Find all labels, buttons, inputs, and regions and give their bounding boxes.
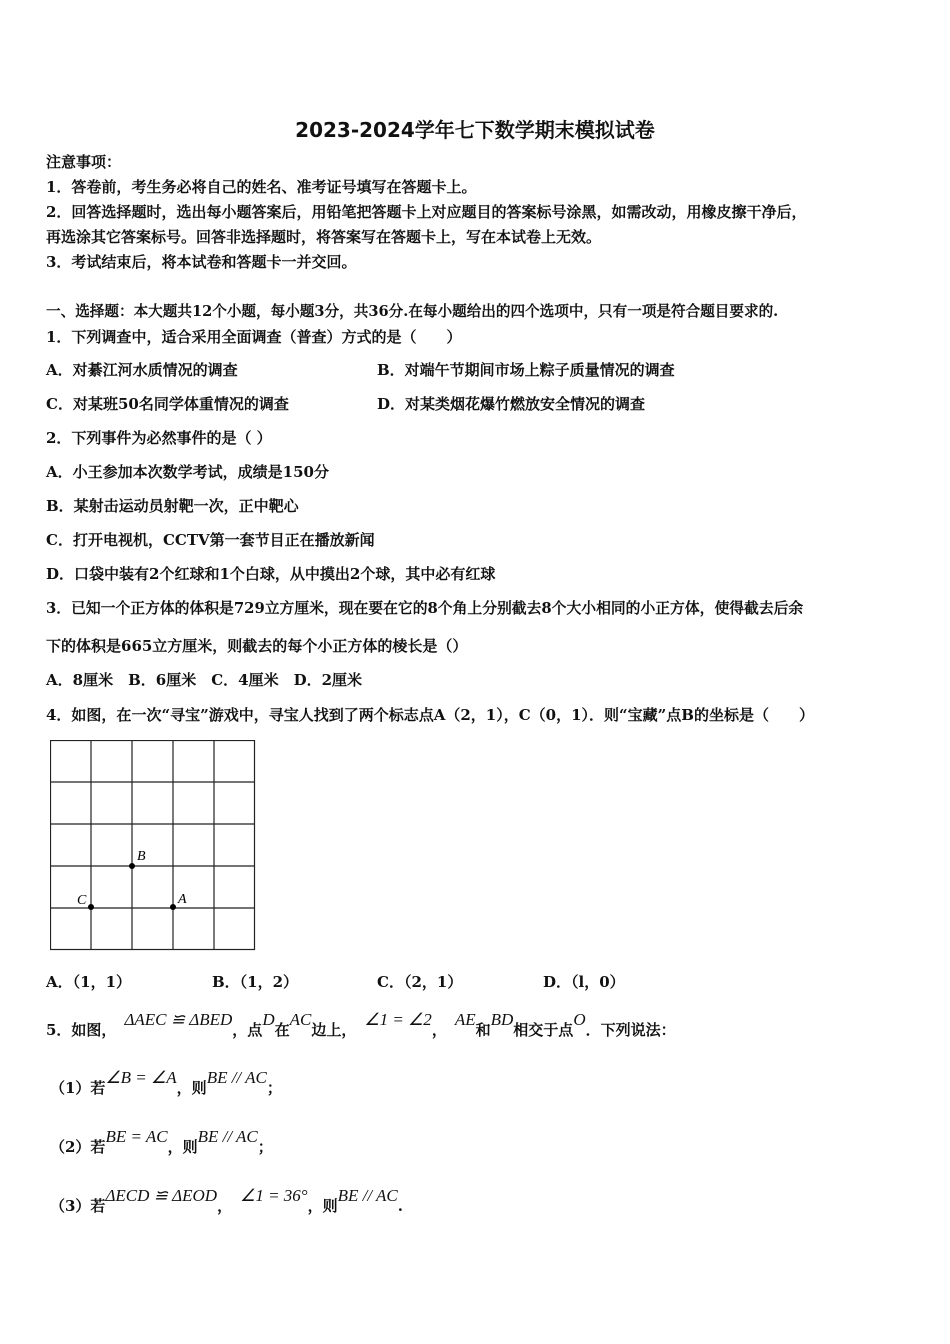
q5-math: BD [490,1010,514,1029]
q5-stem [46,1010,676,1040]
q5-text: 和 [475,1021,491,1039]
label-b: B [137,849,146,864]
q5-math: BE = AC [105,1127,168,1146]
point-b [129,863,135,869]
label-c: C [77,893,87,908]
q5-statement-1 [50,1068,282,1098]
q5-text: ； [266,1079,282,1097]
q2-stem: 2．下列事件为必然事件的是（ ） [46,429,272,447]
notice-item: 1．答卷前，考生务必将自己的姓名、准考证号填写在答题卡上。 [46,178,477,196]
q5-math: ∠1 = ∠2 [364,1010,432,1029]
q5-math: BE // AC [337,1186,398,1205]
q5-math: AC [289,1010,312,1029]
q5-math: D [262,1010,275,1029]
notice-item: 2．回答选择题时，选出每小题答案后，用铅笔把答题卡上对应题目的答案标号涂黑，如需改动，用橡皮擦干净后， [46,203,807,221]
q5-text: （1）若 [50,1079,106,1097]
q5-text: ； [257,1138,273,1156]
q5-text: ．下列说法： [585,1021,676,1039]
notice-heading: 注意事项： [46,153,122,171]
q5-text: ，则 [307,1197,338,1215]
q1-stem: 1．下列调查中，适合采用全面调查（普查）方式的是（ ） [46,328,462,346]
q4-option-a: A．（1，1） [46,973,132,991]
q5-statement-2 [50,1127,273,1157]
q5-text: （3）若 [50,1197,106,1215]
point-a [170,904,176,910]
q2-option-c: C．打开电视机，CCTV第一套节目正在播放新闻 [46,531,375,549]
q5-text: ，点 [232,1021,263,1039]
q1-option-a: A．对綦江河水质情况的调查 [46,361,238,379]
q5-text: . [397,1197,403,1215]
q5-text: 在 [274,1021,290,1039]
q1-option-d: D．对某类烟花爆竹燃放安全情况的调查 [377,395,646,413]
q5-text: （2）若 [50,1138,106,1156]
page-title: 2023-2024学年七下数学期末模拟试卷 [295,118,655,142]
q4-grid-figure [50,740,256,952]
q5-text: 5．如图， [46,1021,117,1039]
q2-option-a: A．小王参加本次数学考试，成绩是150分 [46,463,329,481]
q5-text: ， [217,1197,233,1215]
section-heading: 一、选择题：本大题共12个小题，每小题3分，共36分.在每小题给出的四个选项中，只有一项是符合题目要求的. [46,303,779,320]
q5-text: 边上， [311,1021,357,1039]
q5-math: ΔECD ≌ ΔEOD [105,1186,218,1205]
q5-math: O [573,1010,586,1029]
q5-text: 相交于点 [513,1021,574,1039]
q5-math: BE // AC [197,1127,258,1146]
q5-math: ΔAEC ≌ ΔBED [124,1010,233,1029]
q5-math: ∠B = ∠A [105,1068,177,1087]
q5-math: ∠1 = 36° [240,1186,308,1205]
q1-option-c: C．对某班50名同学体重情况的调查 [46,395,289,413]
q5-text: ， [431,1021,447,1039]
q5-math: BE // AC [206,1068,267,1087]
q2-option-d: D．口袋中装有2个红球和1个白球，从中摸出2个球，其中必有红球 [46,565,496,583]
q5-text: ，则 [176,1079,207,1097]
point-c [88,904,94,910]
q5-math: AE [454,1010,476,1029]
q2-option-b: B．某射击运动员射靶一次，正中靶心 [46,497,299,515]
q5-statement-3 [50,1186,403,1216]
q4-option-b: B．（1，2） [212,973,299,991]
notice-item: 再选涂其它答案标号。回答非选择题时，将答案写在答题卡上，写在本试卷上无效。 [46,228,602,246]
q4-stem: 4．如图，在一次“寻宝”游戏中，寻宝人找到了两个标志点A（2，1），C（0，1）．则“宝藏”点B的坐标是（ ） [46,706,814,724]
notice-item: 3．考试结束后，将本试卷和答题卡一并交回。 [46,253,357,271]
q1-option-b: B．对端午节期间市场上粽子质量情况的调查 [377,361,675,379]
q3-stem-line1: 3．已知一个正方体的体积是729立方厘米，现在要在它的8个角上分别截去8个大小相同的小正方体，使得截去后余 [46,600,804,617]
q4-option-d: D．（l，0） [543,973,625,991]
q4-option-c: C．（2，1） [377,973,463,991]
label-a: A [178,892,187,907]
q5-text: ，则 [167,1138,198,1156]
q3-stem-line2: 下的体积是665立方厘米，则截去的每个小正方体的棱长是（） [46,637,468,655]
q3-options: A．8厘米 B．6厘米 C．4厘米 D．2厘米 [46,671,363,689]
